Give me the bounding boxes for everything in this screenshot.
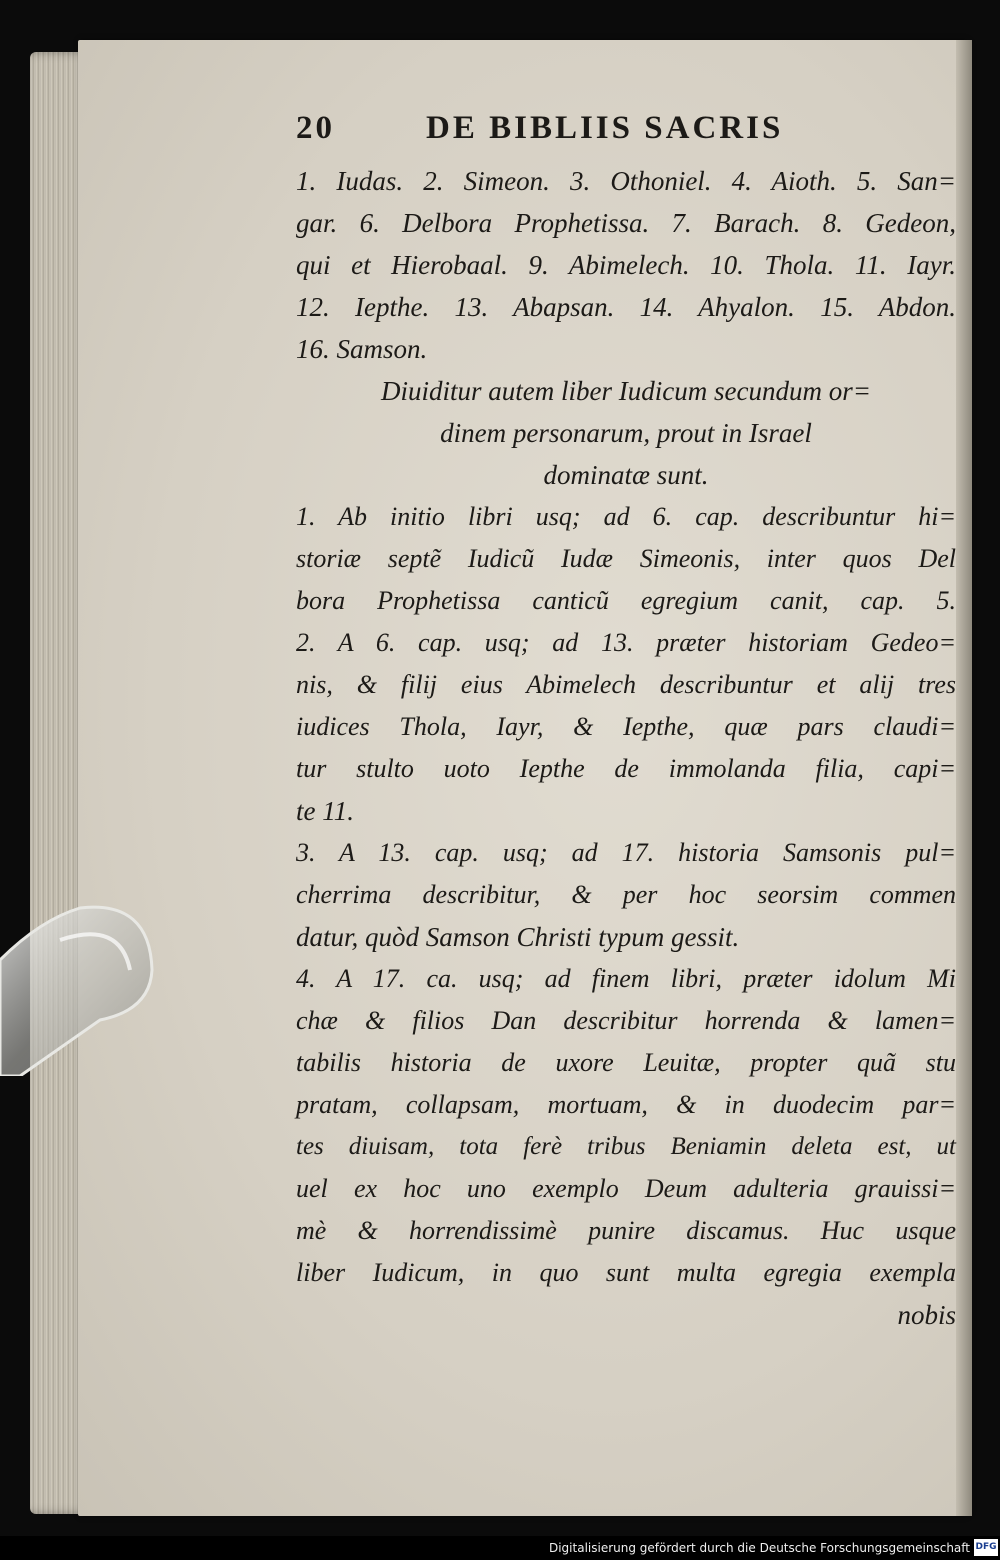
- text-line: liber Iudicum, in quo sunt multa egregia exempla: [296, 1258, 956, 1287]
- text-line: mè & horrendissimè punire discamus. Huc usque: [296, 1216, 956, 1245]
- text-line: cherrima describitur, & per hoc seorsim commen: [296, 880, 956, 909]
- text-line: 4. A 17. ca. usq; ad finem libri, præter idolum Mi: [296, 964, 956, 993]
- text-line: iudices Thola, Iayr, & Iepthe, quæ pars claudi=: [296, 712, 956, 741]
- text-line: storiæ septẽ Iudicũ Iudæ Simeonis, inter quos Del: [296, 544, 956, 573]
- text-line: bora Prophetissa canticũ egregium canit, cap. 5.: [296, 586, 956, 615]
- text-line: tur stulto uoto Iepthe de immolanda filia, capi=: [296, 754, 956, 783]
- text-line: 1. Iudas. 2. Simeon. 3. Othoniel. 4. Aioth. 5. San=: [296, 166, 956, 196]
- text-line: chæ & filios Dan describitur horrenda & lamen=: [296, 1006, 956, 1035]
- glass-clip-icon: [0, 900, 156, 1076]
- section-heading-line: dinem personarum, prout in Israel: [440, 418, 812, 448]
- catchword: nobis: [897, 1300, 956, 1330]
- dfg-logo-icon: DFG: [974, 1539, 998, 1556]
- footer-credit-text: Digitalisierung gefördert durch die Deutsche Forschungsgemeinschaft: [548, 1541, 970, 1555]
- text-line: pratam, collapsam, mortuam, & in duodecim par=: [296, 1090, 956, 1119]
- running-head: [296, 110, 956, 160]
- text-line: datur, quòd Samson Christi typum gessit.: [296, 922, 740, 952]
- section-heading-line: Diuiditur autem liber Iudicum secundum or=: [381, 376, 871, 406]
- text-line: 1. Ab initio libri usq; ad 6. cap. describuntur hi=: [296, 502, 956, 531]
- section-heading-line: dominatæ sunt.: [543, 460, 709, 490]
- text-line: tes diuisam, tota ferè tribus Beniamin deleta est, ut: [296, 1133, 956, 1160]
- text-line: qui et Hierobaal. 9. Abimelech. 10. Thola. 11. Iayr.: [296, 250, 956, 280]
- digitization-footer: [0, 1536, 1000, 1560]
- page-text-block: [296, 110, 956, 1336]
- text-line: 2. A 6. cap. usq; ad 13. præter historiam Gedeo=: [296, 628, 956, 657]
- text-line: gar. 6. Delbora Prophetissa. 7. Barach. 8. Gedeon,: [296, 208, 956, 238]
- text-line: 12. Iepthe. 13. Abapsan. 14. Ahyalon. 15. Abdon.: [296, 292, 956, 322]
- running-head-title: DE BIBLIIS SACRIS: [426, 110, 784, 146]
- page-number: 20: [296, 110, 335, 146]
- text-line: tabilis historia de uxore Leuitæ, propter quã stu: [296, 1048, 956, 1077]
- text-line: 16. Samson.: [296, 334, 428, 364]
- text-line: nis, & filij eius Abimelech describuntur et alij tres: [296, 670, 956, 699]
- text-line: uel ex hoc uno exemplo Deum adulteria grauissi=: [296, 1174, 956, 1203]
- text-line: te 11.: [296, 796, 354, 826]
- text-line: 3. A 13. cap. usq; ad 17. historia Samsonis pul=: [296, 838, 956, 867]
- page-right-edge: [956, 40, 972, 1516]
